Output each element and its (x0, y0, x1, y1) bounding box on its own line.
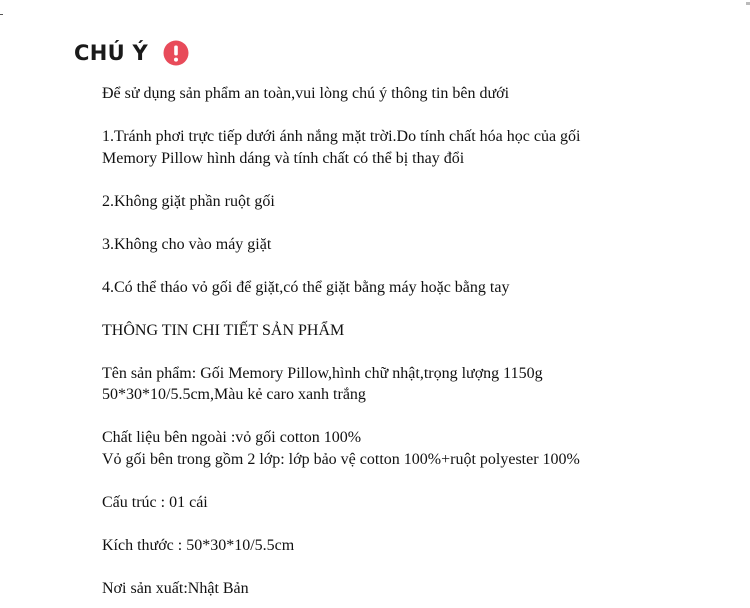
note-1-line-2: Memory Pillow hình dáng và tính chất có thể bị thay đổi (102, 149, 465, 167)
note-1-line-1: 1.Tránh phơi trực tiếp dưới ánh nắng mặt trời.Do tính chất hóa học của gối (102, 128, 581, 145)
edge-mark (746, 2, 750, 5)
material-line-1: Chất liệu bên ngoài :vỏ gối cotton 100% (102, 429, 362, 446)
origin-text: Nơi sản xuất:Nhật Bản (102, 579, 249, 597)
note-4: 4.Có thể tháo vỏ gối để giặt,có thể giặt bằng máy hoặc bằng tay (102, 278, 510, 296)
exclamation-circle-icon (163, 40, 189, 66)
product-name-line-1: Tên sản phẩm: Gối Memory Pillow,hình chữ nhật,trọng lượng 1150g (102, 364, 543, 382)
details-title: THÔNG TIN CHI TIẾT SẢN PHẨM (102, 321, 345, 339)
note-2: 2.Không giặt phần ruột gối (102, 192, 275, 210)
notice-body (102, 83, 742, 599)
notice-heading (74, 40, 189, 66)
material-line-2: Vỏ gối bên trong gồm 2 lớp: lớp bảo vệ cotton 100%+ruột polyester 100% (102, 450, 580, 468)
edge-mark (0, 14, 3, 15)
note-3: 3.Không cho vào máy giặt (102, 235, 272, 253)
structure-text: Cấu trúc : 01 cái (102, 493, 208, 511)
intro-text: Để sử dụng sản phẩm an toàn,vui lòng chú ý thông tin bên dưới (102, 85, 510, 102)
product-name-line-2: 50*30*10/5.5cm,Màu kẻ caro xanh trắng (102, 386, 366, 403)
heading-title: CHÚ Ý (74, 41, 149, 65)
size-text: Kích thước : 50*30*10/5.5cm (102, 536, 295, 554)
